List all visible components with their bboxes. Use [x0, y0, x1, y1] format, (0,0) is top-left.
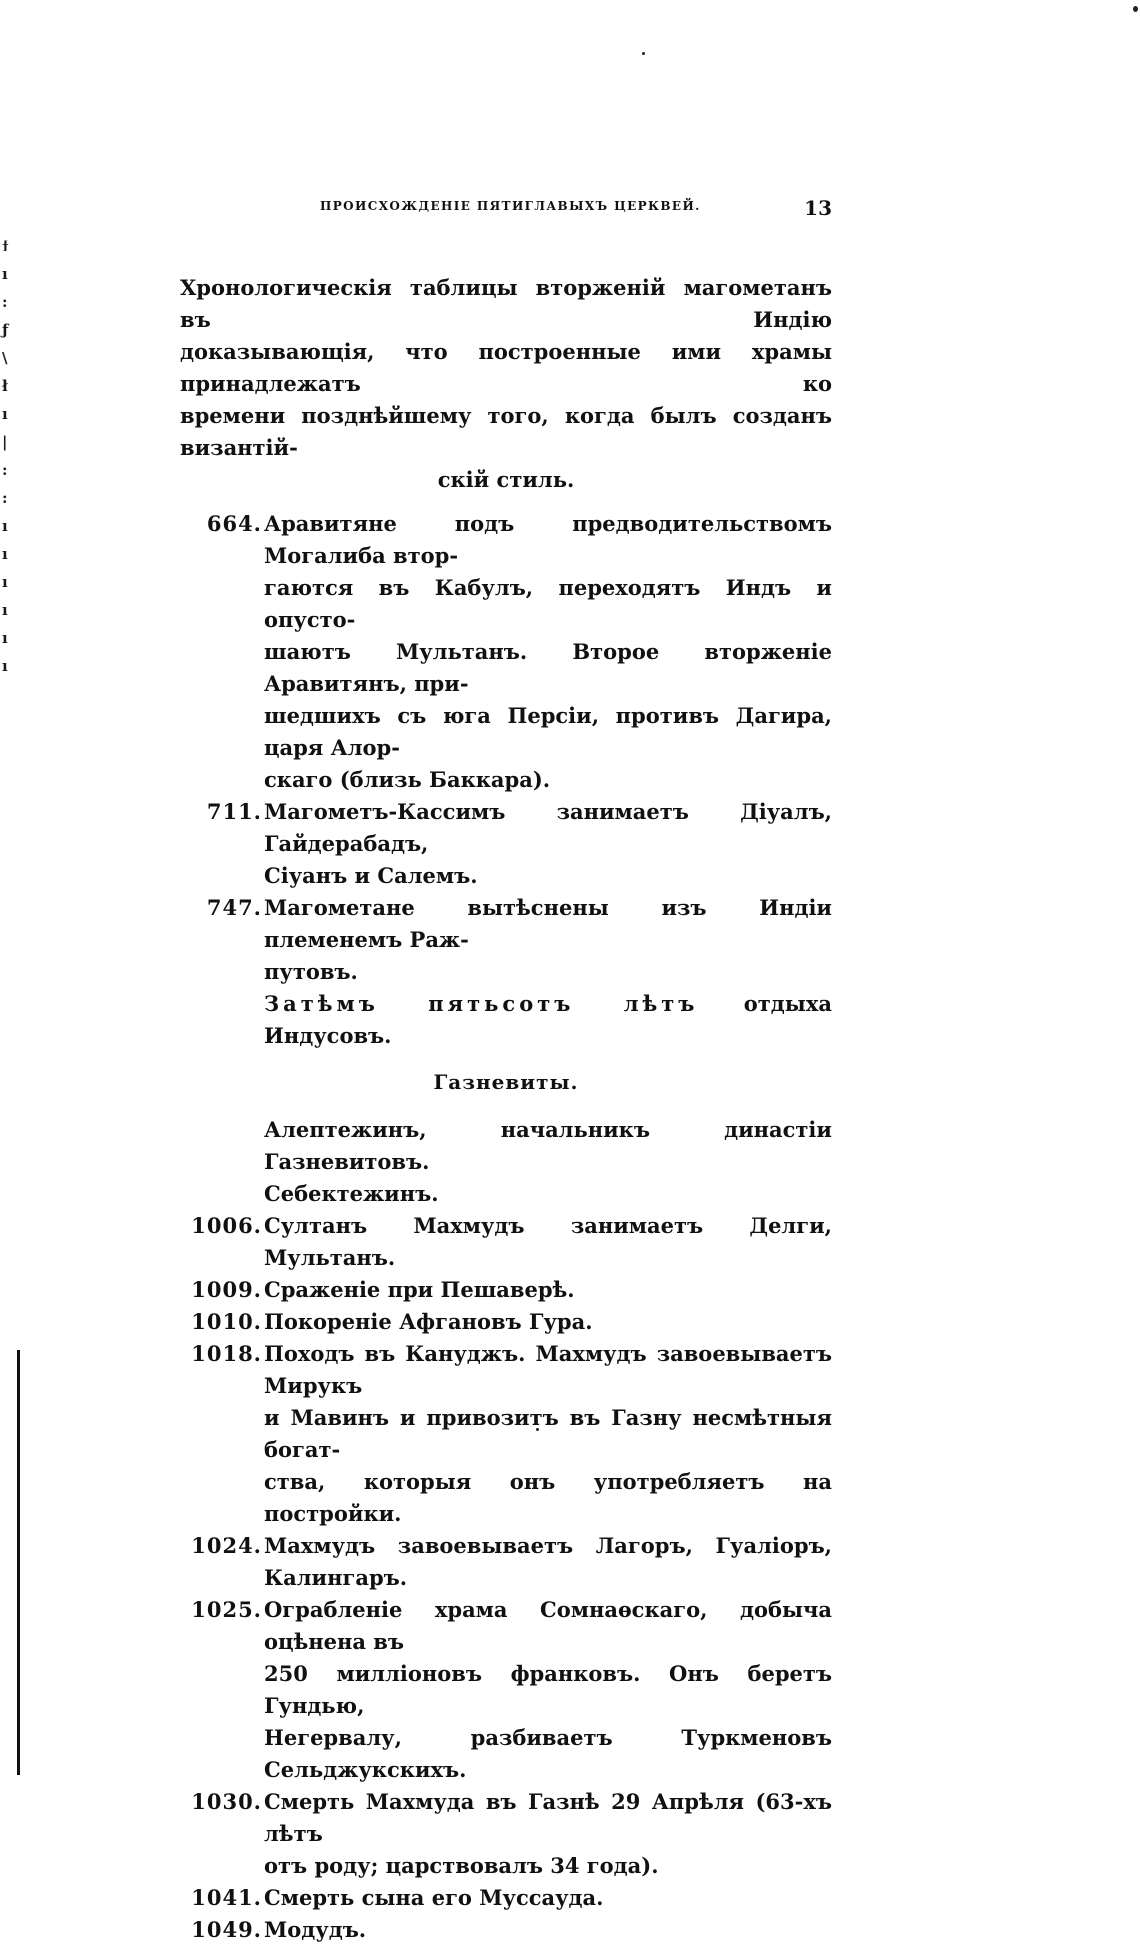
- page-number: 13: [804, 196, 832, 220]
- intro-line: времени позднѣйшему того, когда былъ созданъ византій-: [180, 403, 832, 460]
- rest-note-spaced: Затѣмъ пятьсотъ лѣтъ: [264, 991, 699, 1016]
- chronology-entry: [180, 1178, 832, 1210]
- section-title: Газневиты.: [433, 1070, 579, 1094]
- entry-text: [264, 1914, 832, 1946]
- entry-line: Султанъ Махмудъ занимаетъ Делги, Мультанъ.: [264, 1213, 832, 1270]
- chronology-entry: [180, 1530, 832, 1594]
- entry-line: Магометъ-Кассимъ занимаетъ Діуалъ, Гайдерабадъ,: [264, 799, 832, 856]
- entry-year: 1041.: [191, 1885, 262, 1910]
- entry-line: шаютъ Мультанъ. Второе вторженіе Аравитянъ, при-: [264, 639, 832, 696]
- entry-year: 711.: [206, 799, 262, 824]
- entry-text: [264, 1786, 832, 1882]
- entry-year: 1024.: [191, 1533, 262, 1558]
- entry-text: [264, 1178, 832, 1210]
- chronology-entry: [180, 1114, 832, 1178]
- entry-line: Себектежинъ.: [264, 1181, 439, 1206]
- entry-line: Аравитяне подъ предводительствомъ Могалиба втор-: [264, 511, 832, 568]
- entry-text: [264, 892, 832, 988]
- entry-line: Махмудъ завоевываетъ Лагоръ, Гуаліоръ, Калингаръ.: [264, 1533, 832, 1590]
- entry-line: Негервалу, разбиваетъ Туркменовъ Сельджукскихъ.: [264, 1725, 832, 1782]
- entry-line: гаются въ Кабулъ, переходятъ Индъ и опусто-: [264, 575, 832, 632]
- intro-line: Хронологическія таблицы вторженій магометанъ въ Индію: [180, 275, 832, 332]
- chronology-entry: [180, 508, 832, 796]
- entry-year: 1018.: [191, 1341, 262, 1366]
- running-head: [180, 196, 832, 222]
- entry-line: скаго (близь Баккара).: [264, 767, 551, 792]
- entry-year: 664.: [206, 511, 262, 536]
- chronology-entry: [180, 892, 832, 988]
- binding-edge-line: [17, 1350, 20, 1775]
- intro-line: доказывающія, что построенные ими храмы принадлежатъ ко: [180, 339, 832, 396]
- entry-year: 1030.: [191, 1789, 262, 1814]
- chronology-entry: [180, 1786, 832, 1882]
- rest-note-plain: отдыха Индусовъ.: [264, 991, 832, 1048]
- entry-text: [264, 1306, 832, 1338]
- entry-year: 1006.: [191, 1213, 262, 1238]
- entry-line: Модудъ.: [264, 1917, 367, 1942]
- entry-line: Магометане вытѣснены изъ Индіи племенемъ Раж-: [264, 895, 832, 952]
- entry-text: [264, 1594, 832, 1786]
- entry-text: [264, 1338, 832, 1530]
- entry-line: и Мавинъ и привозитъ въ Газну несмѣтныя богат-: [264, 1405, 832, 1462]
- entry-text: [264, 1210, 832, 1274]
- chronology-entry: [180, 1882, 832, 1914]
- chronology-entry: [180, 1914, 832, 1946]
- entry-year: 747.: [206, 895, 262, 920]
- entry-line: отъ роду; царствовалъ 34 года).: [264, 1853, 659, 1878]
- running-title: ПРОИСХОЖДЕНІЕ ПЯТИГЛАВЫХЪ ЦЕРКВЕЙ.: [320, 199, 701, 213]
- margin-bleed-artifact: ϯ ı : ƒ \ ł ı | : : ı ı ı ı ı ı: [2, 237, 9, 675]
- entry-line: Смерть Махмуда въ Газнѣ 29 Апрѣля (63-хъ лѣтъ: [264, 1789, 832, 1846]
- entry-line: путовъ.: [264, 959, 358, 984]
- chronology-entry: [180, 1210, 832, 1274]
- body-text: [180, 272, 832, 1946]
- entry-line: Сраженіе при Пешаверѣ.: [264, 1277, 575, 1302]
- rest-note: [180, 988, 832, 1052]
- intro-line: скій стиль.: [437, 467, 575, 492]
- entry-year: 1025.: [191, 1597, 262, 1622]
- chronology-entry: [180, 1306, 832, 1338]
- entry-text: [264, 796, 832, 892]
- entry-text: [264, 1114, 832, 1178]
- entry-line: Смерть сына его Муссауда.: [264, 1885, 604, 1910]
- chronology-entry: [180, 796, 832, 892]
- entry-line: Ограбленіе храма Сомнаѳскаго, добыча оцѣнена въ: [264, 1597, 832, 1654]
- entry-year: 1049.: [191, 1917, 262, 1942]
- entry-text: [264, 1274, 832, 1306]
- entry-line: 250 милліоновъ франковъ. Онъ беретъ Гундью,: [264, 1661, 832, 1718]
- entry-line: ства, которыя онъ употребляетъ на постройки.: [264, 1469, 832, 1526]
- entry-line: шедшихъ съ юга Персіи, противъ Дагира, царя Алор-: [264, 703, 832, 760]
- chronology-entry: [180, 1338, 832, 1530]
- entry-text: [264, 1530, 832, 1594]
- chronology-entry: [180, 1594, 832, 1786]
- entry-line: Алептежинъ, начальникъ династіи Газневитовъ.: [264, 1117, 832, 1174]
- entry-line: Походъ въ Кануджъ. Махмудъ завоевываетъ Мирукъ: [264, 1341, 832, 1398]
- entry-text: [264, 508, 832, 796]
- entry-year: 1009.: [191, 1277, 262, 1302]
- chronology-entry: [180, 1274, 832, 1306]
- scan-speck: [1133, 6, 1138, 12]
- chronology-part2: [180, 1114, 832, 1946]
- scan-speck: [642, 52, 645, 55]
- entry-text: [264, 1882, 832, 1914]
- entry-year: 1010.: [191, 1309, 262, 1334]
- entry-line: Покореніе Афгановъ Гура.: [264, 1309, 593, 1334]
- chronology-part1: [180, 508, 832, 1052]
- entry-line: Сіуанъ и Салемъ.: [264, 863, 478, 888]
